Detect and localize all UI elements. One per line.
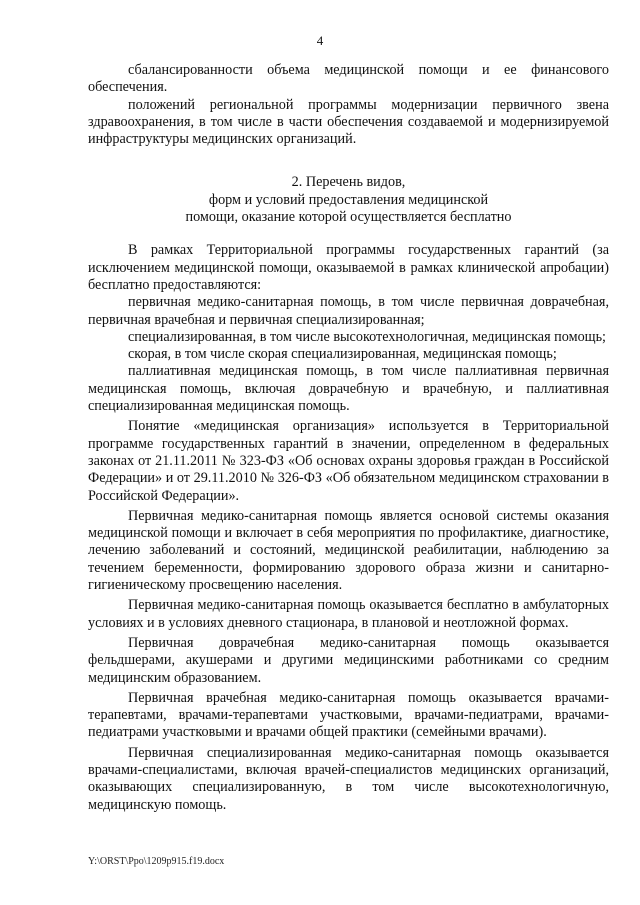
section-heading-line: 2. Перечень видов, — [291, 174, 406, 191]
list-item: паллиативная медицинская помощь, в том числе паллиативная первичная медицинская помощь, включая доврачебную и врачебную, и паллиативная специализированная медицинская помощь. — [88, 363, 609, 415]
paragraph: Первичная медико-санитарная помощь оказывается бесплатно в амбулаторных условиях и в условиях дневного стационара, в плановой и неотложной формах. — [88, 597, 609, 631]
paragraph: Первичная врачебная медико-санитарная помощь оказывается врачами-терапевтами, врачами-терапевтами участковыми, врачами-педиатрами, врачами-педиатрами участковыми и врачами общей практики (семейными врачами). — [88, 689, 609, 741]
section-heading-line: форм и условий предоставления медицинской — [208, 191, 489, 208]
section-heading — [88, 174, 609, 226]
list-item: скорая, в том числе скорая специализированная, медицинская помощь; — [128, 346, 557, 363]
list-item: первичная медико-санитарная помощь, в том числе первичная доврачебная, первичная врачебная и первичная специализированная; — [88, 294, 609, 328]
page-number: 4 — [316, 33, 324, 48]
paragraph: В рамках Территориальной программы государственных гарантий (за исключением медицинской помощи, оказываемой в рамках клинической апробации) бесплатно предоставляются: — [88, 242, 609, 293]
paragraph: сбалансированности объема медицинской помощи и ее финансового обеспечения. — [88, 62, 609, 96]
paragraph: положений региональной программы модернизации первичного звена здравоохранения, в том числе в части обеспечения создаваемой и модернизируемой инфраструктуры медицинских организаций. — [88, 96, 609, 148]
document-body — [88, 62, 609, 814]
section-heading-line: помощи, оказание которой осуществляется бесплатно — [185, 209, 512, 226]
paragraph: Понятие «медицинская организация» используется в Территориальной программе государственных гарантий в значении, определенном в федеральных законах от 21.11.2011 № 323-ФЗ «Об основах охраны здоровья граждан в Российской Федерации» и от 29.11.2010 № 326-ФЗ «Об обязательном медицинском страховании в Российской Федерации». — [88, 418, 609, 504]
paragraph: Первичная доврачебная медико-санитарная помощь оказывается фельдшерами, акушерами и другими медицинскими работниками со средним медицинским образованием. — [88, 634, 609, 686]
list-item: специализированная, в том числе высокотехнологичная, медицинская помощь; — [128, 328, 606, 345]
paragraph: Первичная специализированная медико-санитарная помощь оказывается врачами-специалистами, включая врачей-специалистов медицинских организаций, оказывающих специализированную, в том числе высокотехнологичную, медицинскую помощь. — [88, 744, 609, 813]
footer-file-path: Y:\ORST\Ppo\1209p915.f19.docx — [88, 856, 225, 867]
paragraph: Первичная медико-санитарная помощь является основой системы оказания медицинской помощи и включает в себя мероприятия по профилактике, диагностике, лечению заболеваний и состояний, медицинской реабилитации, наблюдению за течением беременности, формированию здорового образа жизни и санитарно-гигиеническому просвещению населения. — [88, 507, 609, 594]
